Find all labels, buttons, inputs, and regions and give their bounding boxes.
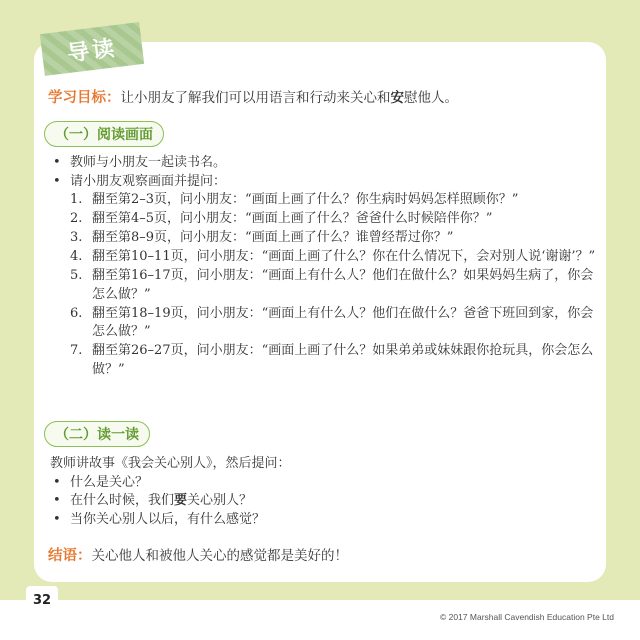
objective-text-after: 慰他人。 — [404, 90, 458, 106]
page-title: 导读 — [65, 35, 119, 67]
list-item — [50, 474, 600, 493]
list-item: • 请小朋友观察画面并提问： — [50, 173, 600, 192]
bullet-text: 当你关心别人以后，有什么感觉？ — [70, 511, 266, 527]
section1-heading: （一）阅读画面 — [44, 121, 164, 147]
conclusion-text: 关心他人和被他人关心的感觉都是美好的！ — [91, 548, 348, 564]
bullet-text-bold: 要 — [174, 493, 188, 508]
copyright: © 2017 Marshall Cavendish Education Pte Ltd — [439, 612, 614, 622]
question-text: 翻至第8–9页，问小朋友：“画面上画了什么？谁曾经帮过你？” — [92, 230, 454, 245]
bullet-text: 什么是关心？ — [70, 474, 149, 490]
question-item — [70, 229, 600, 248]
question-number: 5. — [70, 268, 83, 283]
question-text: 翻至第4–5页，问小朋友：“画面上画了什么？爸爸什么时候陪伴你？” — [92, 211, 493, 226]
list-item — [50, 511, 600, 530]
list-item: • 教师与小朋友一起读书名。 — [50, 154, 600, 173]
question-item — [70, 191, 600, 210]
section1-bullets — [50, 154, 600, 191]
bullet-text: 在什么时候，我们 — [70, 493, 175, 508]
question-item — [70, 248, 600, 267]
question-item — [70, 267, 600, 304]
learning-objective — [48, 88, 598, 108]
question-number: 2. — [70, 211, 83, 226]
question-text: 翻至第2–3页，问小朋友：“画面上画了什么？你生病时妈妈怎样照顾你？” — [92, 192, 519, 207]
section1-body — [50, 154, 600, 380]
question-number: 1. — [70, 192, 83, 207]
section2-intro: 教师讲故事《我会关心别人》，然后提问： — [50, 456, 291, 471]
question-text: 翻至第10–11页，问小朋友：“画面上画了什么？你在什么情况下，会对别人说‘谢谢’？” — [92, 249, 596, 264]
question-number: 6. — [70, 305, 83, 321]
question-list — [50, 191, 600, 379]
question-item — [70, 210, 600, 229]
objective-label: 学习目标： — [48, 90, 121, 106]
question-number: 4. — [70, 249, 83, 264]
section2-heading: （二）读一读 — [44, 421, 150, 447]
question-item — [70, 305, 600, 342]
question-text: 翻至第26–27页，问小朋友：“画面上画了什么？如果弟弟或妹妹跟你抢玩具，你会怎么做？” — [92, 343, 594, 377]
question-text: 翻至第16–17页，问小朋友：“画面上有什么人？他们在做什么？如果妈妈生病了，你会怎么做？” — [92, 268, 594, 302]
conclusion-label: 结语： — [48, 548, 92, 564]
objective-text-bold: 安 — [390, 90, 404, 106]
objective-text-before: 让小朋友了解我们可以用语言和行动来关心和 — [120, 90, 391, 106]
section2-bullets — [50, 474, 600, 530]
question-number: 7. — [70, 343, 83, 358]
section2-body — [50, 455, 600, 529]
list-item — [50, 492, 600, 511]
question-text: 翻至第18–19页，问小朋友：“画面上有什么人？他们在做什么？爸爸下班回到家，你会怎么做？” — [92, 305, 594, 339]
question-number: 3. — [70, 230, 83, 245]
bullet-text-after: 关心别人？ — [187, 493, 253, 508]
conclusion — [48, 546, 598, 566]
question-item — [70, 342, 600, 379]
page-number: 32 — [26, 586, 58, 614]
